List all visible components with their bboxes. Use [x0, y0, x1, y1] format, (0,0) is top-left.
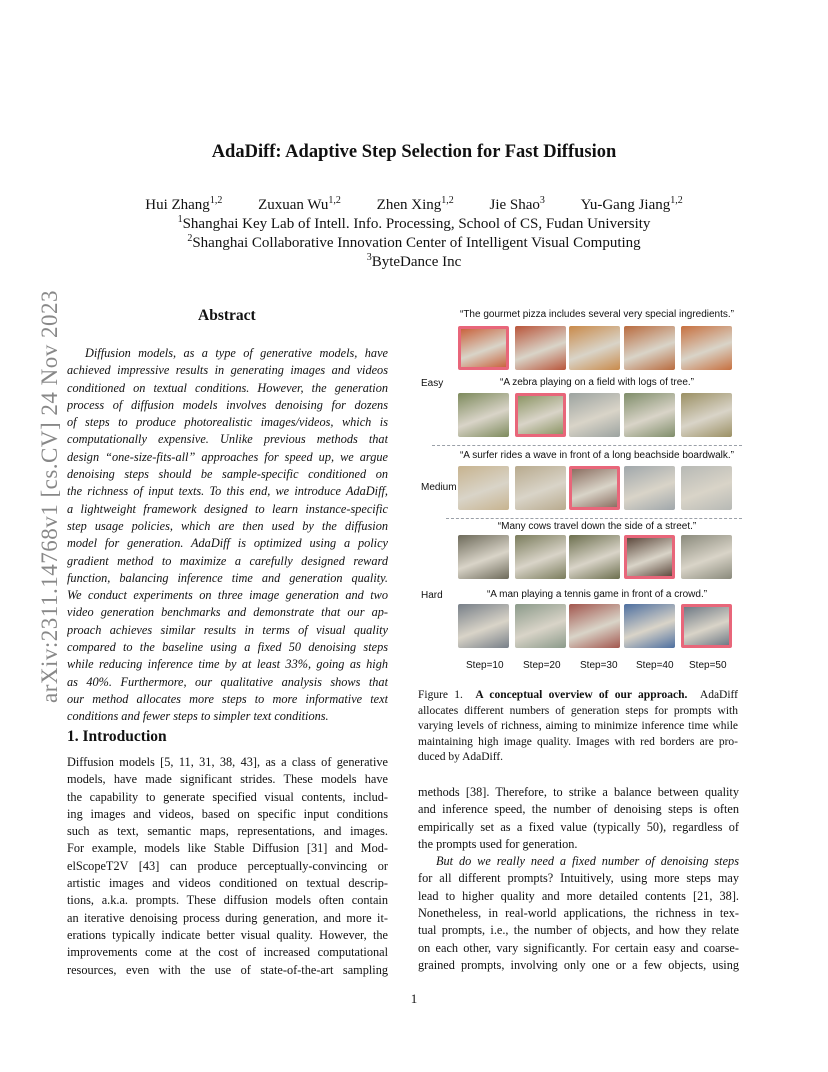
thumbnail-surfer — [569, 466, 620, 510]
thumbnail-zebra — [569, 393, 620, 437]
divider-easy-medium — [432, 445, 742, 446]
text-line: Diffusion models [5, 11, 31, 38, 43], as a class of generative — [67, 755, 388, 769]
thumbnail-cows — [458, 535, 509, 579]
step-label: Step=20 — [523, 660, 561, 671]
abstract-heading: Abstract — [198, 307, 256, 324]
step-label: Step=50 — [689, 660, 727, 671]
text-line: denoising steps should be sample-specific conditioned on — [67, 467, 388, 482]
text-line: as 40%. Furthermore, our qualitative analysis shows that — [67, 674, 388, 689]
thumbnail-cows — [515, 535, 566, 579]
text-line: grained prompts, involving only one or a few objects, using — [418, 957, 739, 972]
divider-medium-hard — [446, 518, 742, 519]
thumbnail-cows — [569, 535, 620, 579]
text-line: achieved impressive results in generating images and videos — [67, 363, 388, 378]
text-line: design “one-size-fits-all” approaches for speed up, we argue — [67, 449, 388, 464]
text-line: the richness of input texts. To this end, we introduce AdaDiff, — [67, 484, 388, 499]
prompt-zebra: “A zebra playing on a field with logs of tree.” — [500, 377, 694, 388]
thumbnail-cows — [624, 535, 675, 579]
text-line: But do we really need a fixed number of denoising steps — [436, 854, 739, 869]
text-line: compared to the baseline using a fixed 50 denoising steps — [67, 640, 388, 655]
text-line: a lightweight framework designed to learn instance-specific — [67, 501, 388, 516]
affiliation-3: $^3$ByteDance Inc — [366, 252, 462, 270]
text-line: empirically set as a fixed value (typically 50), regardless of — [418, 819, 739, 834]
text-line: gradient method to maximize a carefully designed reward — [67, 553, 388, 568]
author: Zhen Xing$^{1,2}$ — [376, 195, 454, 213]
text-line: computationally expensive. Unlike previous methods that — [67, 432, 388, 447]
thumbnail-surfer — [624, 466, 675, 510]
prompt-surfer: “A surfer rides a wave in front of a long beachside boardwalk.” — [459, 450, 735, 461]
prompt-pizza: “The gourmet pizza includes several very special ingredients.” — [459, 309, 734, 320]
thumbnail-tennis — [515, 604, 566, 648]
thumbnail-tennis — [569, 604, 620, 648]
text-line: tual prompts, i.e., the number of objects, and how they relate — [418, 923, 739, 938]
row-label-hard: Hard — [421, 590, 443, 601]
text-line: Diffusion models, as a type of generative models, have — [85, 346, 388, 360]
text-line: of steps to produce photorealistic images/videos, which is — [67, 415, 388, 430]
text-line: lead to higher quality and more detailed contents [21, 38]. — [418, 888, 739, 903]
text-line: an iterative denoising process during generation, and more it- — [67, 910, 388, 925]
thumbnail-tennis — [681, 604, 732, 648]
text-line: the prompts used for generation. — [418, 836, 578, 851]
thumbnail-tennis — [624, 604, 675, 648]
right-column-body — [418, 784, 739, 974]
affiliation-2: $^2$Shanghai Collaborative Innovation Center of Intelligent Visual Computing — [187, 233, 641, 251]
prompt-cows: “Many cows travel down the side of a street.” — [497, 521, 697, 532]
text-line: methods [38]. Therefore, to strike a balance between quality — [418, 785, 739, 799]
text-line: function, balancing inference time and generation quality. — [67, 570, 388, 585]
text-line: improvements come at the cost of increased computational — [67, 945, 388, 960]
thumbnail-zebra — [624, 393, 675, 437]
thumbnail-pizza — [624, 326, 675, 370]
thumbnail-zebra — [458, 393, 509, 437]
text-line: models, have made significant strides. These models have — [67, 772, 388, 787]
prompt-tennis: “A man playing a tennis game in front of a crowd.” — [486, 589, 708, 600]
step-label: Step=40 — [636, 660, 674, 671]
author: Hui Zhang$^{1,2}$ — [145, 195, 223, 213]
text-line: artistic images and videos conditioned on textual descrip- — [67, 876, 388, 891]
text-line: and inference speed, the number of denoising steps is often — [418, 802, 739, 817]
author: Jie Shao$^3$ — [489, 195, 545, 213]
step-label: Step=10 — [466, 660, 504, 671]
page-number: 1 — [410, 991, 418, 1006]
thumbnail-cows — [681, 535, 732, 579]
text-line: conditions and fewer steps to simpler text conditions. — [67, 709, 329, 724]
paper-title: AdaDiff: Adaptive Step Selection for Fast Diffusion — [211, 142, 617, 162]
text-line: our method allocates more steps to more informative text — [67, 691, 388, 706]
caption-bold: A conceptual overview of our approach. — [475, 689, 688, 701]
text-line: We conduct experiments on three image generation and two — [67, 588, 388, 603]
text-line: erations typically indicate better visual quality. However, the — [67, 927, 388, 942]
arxiv-stamp-text: arXiv:2311.14768v1 [cs.CV] 24 Nov 2023 — [37, 290, 62, 703]
thumbnail-tennis — [458, 604, 509, 648]
author-list — [0, 195, 828, 214]
thumbnail-pizza — [569, 326, 620, 370]
text-line: elScopeT2V [43] can produce perceptually-convincing or — [67, 858, 388, 873]
thumbnail-surfer — [681, 466, 732, 510]
thumbnail-surfer — [515, 466, 566, 510]
caption-label: Figure 1. — [418, 689, 463, 701]
thumbnail-pizza — [681, 326, 732, 370]
text-line: the capability to generate specified visual contents, includ- — [67, 789, 388, 804]
thumbnail-zebra — [515, 393, 566, 437]
text-line: Nonetheless, in real-world applications, the richness in tex- — [418, 906, 739, 921]
text-line: such as text, semantic maps, representations, and images. — [67, 824, 388, 839]
text-line: ing images and videos, based on specific input conditions — [67, 806, 388, 821]
abstract-body — [67, 345, 388, 726]
author: Zuxuan Wu$^{1,2}$ — [258, 195, 341, 213]
text-line: video generation benchmarks and demonstrate that our ap- — [67, 605, 388, 620]
text-line: model for generation. AdaDiff is optimized using a policy — [67, 536, 388, 551]
thumbnail-surfer — [458, 466, 509, 510]
thumbnail-pizza — [515, 326, 566, 370]
affiliation-1: $^1$Shanghai Key Lab of Intell. Info. Processing, School of CS, Fudan University — [177, 214, 651, 232]
introduction-body — [67, 754, 388, 979]
step-label: Step=30 — [580, 660, 618, 671]
text-line: step usage policies, which are then used by the diffusion — [67, 518, 388, 533]
text-line: process of diffusion models involves denoising for dozens — [67, 397, 388, 412]
text-line: For example, models like Stable Diffusion [31] and Mod- — [67, 841, 388, 856]
text-line: for all different prompts? Intuitively, using more steps may — [418, 871, 739, 886]
text-line: while reducing inference time by at least 33%, going as high — [67, 657, 388, 672]
text-line: proach achieves similar results in terms of visual quality — [67, 622, 388, 637]
introduction-heading: 1. Introduction — [67, 728, 167, 745]
row-label-medium: Medium — [421, 482, 457, 493]
text-line: on each other, vary significantly. For certain easy and coarse- — [418, 940, 739, 955]
figure-1 — [418, 306, 742, 676]
row-label-easy: Easy — [421, 378, 444, 389]
text-line: resources, even with the use of state-of-the-art sampling — [67, 962, 388, 977]
figure-caption: Figure 1. A conceptual overview of our approach. AdaDiff allocates different numbers of generation steps for prompts with varying levels of richness, aiming to minimize inference time while maintaining high image quality. Images with red borders are pro- duced by AdaDiff. — [418, 689, 739, 763]
text-line: conditioned on textual conditions. However, the generation — [67, 380, 388, 395]
author: Yu-Gang Jiang$^{1,2}$ — [580, 195, 683, 213]
thumbnail-pizza — [458, 326, 509, 370]
thumbnail-zebra — [681, 393, 732, 437]
text-line: tions, a.k.a. prompts. These diffusion models often contain — [67, 893, 388, 908]
